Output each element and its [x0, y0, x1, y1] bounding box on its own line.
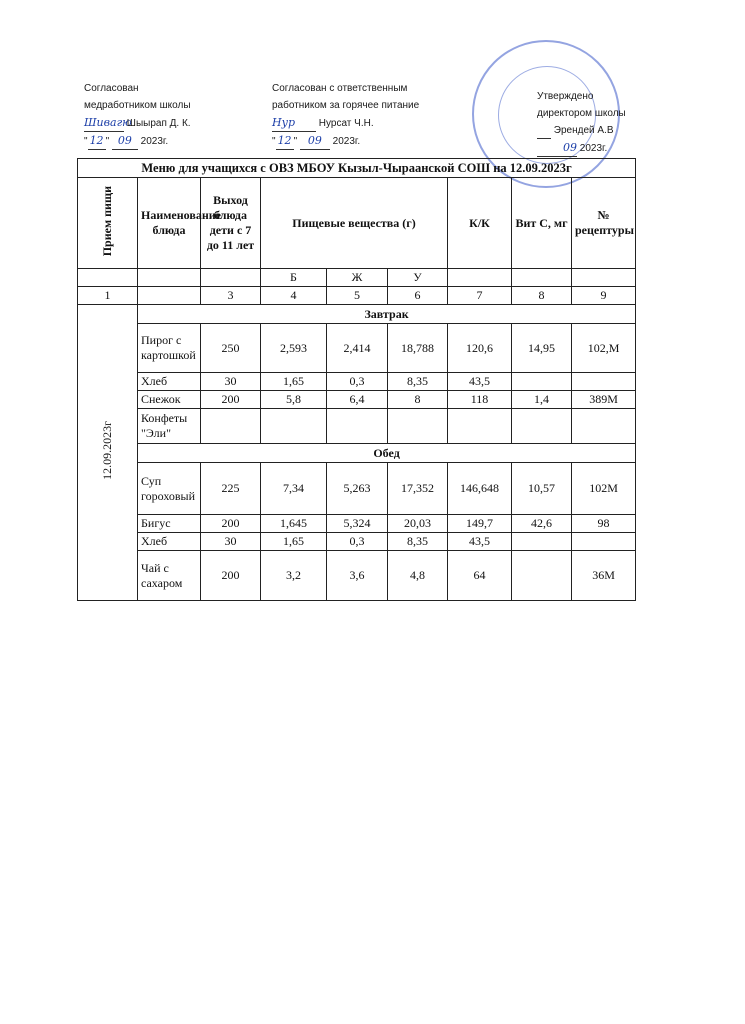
- dish-recipe: 102М: [572, 463, 636, 515]
- dish-kcal: 149,7: [448, 515, 512, 533]
- dish-vitc: 14,95: [512, 324, 572, 373]
- dish-name: Пирог с картошкой: [138, 324, 201, 373]
- dish-name: Бигус: [138, 515, 201, 533]
- column-number: 5: [327, 287, 388, 305]
- dish-output: 30: [201, 373, 261, 391]
- dish-protein: 7,34: [261, 463, 327, 515]
- dish-protein: 1,65: [261, 373, 327, 391]
- dish-recipe: 389М: [572, 391, 636, 409]
- dish-carbs: 4,8: [388, 551, 448, 601]
- approval-medical-signature-line: [84, 114, 191, 132]
- approval-director-date: [537, 139, 626, 157]
- approval-medical-line2: медработником школы: [84, 100, 191, 111]
- dish-recipe: 102,М: [572, 324, 636, 373]
- dish-name: Снежок: [138, 391, 201, 409]
- approval-director-name: Эрендей А.В: [553, 125, 614, 136]
- approval-medical: [84, 80, 191, 150]
- dish-fat: 0,3: [327, 373, 388, 391]
- column-number: 6: [388, 287, 448, 305]
- dish-output: 200: [201, 551, 261, 601]
- dish-protein: 1,645: [261, 515, 327, 533]
- header-dish: Наименование блюда: [138, 178, 201, 269]
- signature: Шивагю: [84, 114, 124, 132]
- subheader-carbs: У: [388, 269, 448, 287]
- dish-output: 225: [201, 463, 261, 515]
- dish-protein: 2,593: [261, 324, 327, 373]
- dish-fat: 5,263: [327, 463, 388, 515]
- dish-name: Чай с сахаром: [138, 551, 201, 601]
- dish-carbs: 8,35: [388, 533, 448, 551]
- empty-cell: [138, 287, 201, 305]
- dish-protein: 3,2: [261, 551, 327, 601]
- date-day: 12: [88, 132, 106, 150]
- dish-vitc: 42,6: [512, 515, 572, 533]
- dish-name: Хлеб: [138, 373, 201, 391]
- dish-output: 30: [201, 533, 261, 551]
- dish-kcal: 118: [448, 391, 512, 409]
- dish-kcal: 64: [448, 551, 512, 601]
- dish-fat: 0,3: [327, 533, 388, 551]
- empty-cell: [572, 269, 636, 287]
- column-number: 7: [448, 287, 512, 305]
- table-row: [78, 551, 636, 601]
- dish-vitc: [512, 373, 572, 391]
- date-day: 12: [276, 132, 294, 150]
- column-number: 8: [512, 287, 572, 305]
- table-row: [78, 515, 636, 533]
- dish-vitc: 1,4: [512, 391, 572, 409]
- dish-name: Конфеты "Эли": [138, 409, 201, 444]
- dish-fat: 6,4: [327, 391, 388, 409]
- dish-recipe: [572, 373, 636, 391]
- column-number: 4: [261, 287, 327, 305]
- empty-cell: [138, 269, 201, 287]
- dish-recipe: 98: [572, 515, 636, 533]
- header-recipe: № рецептуры: [572, 178, 636, 269]
- empty-cell: [512, 269, 572, 287]
- approval-medical-line1: Согласован: [84, 83, 139, 94]
- dish-vitc: [512, 551, 572, 601]
- dish-kcal: 120,6: [448, 324, 512, 373]
- header-meal: Прием пищи: [78, 178, 138, 269]
- dish-fat: 3,6: [327, 551, 388, 601]
- empty-cell: [201, 269, 261, 287]
- approval-director-line1: Утверждено: [537, 91, 594, 102]
- table-row: [78, 533, 636, 551]
- table-row: [78, 324, 636, 373]
- date-month: 09: [300, 132, 330, 150]
- dish-output: 200: [201, 391, 261, 409]
- dish-vitc: [512, 533, 572, 551]
- dish-kcal: 146,648: [448, 463, 512, 515]
- dish-output: [201, 409, 261, 444]
- dish-protein: 1,65: [261, 533, 327, 551]
- dish-protein: 5,8: [261, 391, 327, 409]
- approval-food: [272, 80, 419, 150]
- dish-protein: [261, 409, 327, 444]
- section-lunch: Обед: [138, 444, 636, 463]
- dish-carbs: [388, 409, 448, 444]
- column-number: 9: [572, 287, 636, 305]
- date-year: 2023г.: [579, 143, 608, 154]
- table-row: [78, 373, 636, 391]
- header-nutrients: Пищевые вещества (г): [261, 178, 448, 269]
- dish-carbs: 8,35: [388, 373, 448, 391]
- dish-vitc: [512, 409, 572, 444]
- approval-food-signature-line: [272, 114, 419, 132]
- dish-fat: 5,324: [327, 515, 388, 533]
- column-number: 3: [201, 287, 261, 305]
- approval-director: [537, 88, 626, 157]
- date-year: 2023г.: [332, 136, 361, 147]
- dish-fat: [327, 409, 388, 444]
- approval-food-name: Нурсат Ч.Н.: [318, 118, 374, 129]
- subheader-protein: Б: [261, 269, 327, 287]
- table-row: [78, 463, 636, 515]
- header-output: Выход блюда дети с 7 до 11 лет: [201, 178, 261, 269]
- meal-date: 12.09.2023г: [78, 305, 138, 601]
- date-month: 09: [112, 132, 138, 150]
- dish-name: Хлеб: [138, 533, 201, 551]
- date-month: 09: [537, 139, 577, 157]
- dish-output: 200: [201, 515, 261, 533]
- dish-kcal: [448, 409, 512, 444]
- column-number: 1: [78, 287, 138, 305]
- approval-director-signature-line: [537, 122, 626, 139]
- header-kcal: К/К: [448, 178, 512, 269]
- approval-food-line1: Согласован с ответственным: [272, 83, 408, 94]
- dish-kcal: 43,5: [448, 533, 512, 551]
- date-year: 2023г.: [140, 136, 169, 147]
- signature: Нур: [272, 114, 316, 132]
- dish-carbs: 17,352: [388, 463, 448, 515]
- dish-vitc: 10,57: [512, 463, 572, 515]
- approval-director-line2: директором школы: [537, 108, 626, 119]
- empty-cell: [78, 269, 138, 287]
- menu-title: Меню для учащихся с ОВЗ МБОУ Кызыл-Чыраанской СОШ на 12.09.2023г: [78, 159, 636, 178]
- approval-medical-name: Шыырап Д. К.: [126, 118, 191, 129]
- table-row: [78, 391, 636, 409]
- subheader-fat: Ж: [327, 269, 388, 287]
- dish-carbs: 20,03: [388, 515, 448, 533]
- empty-cell: [448, 269, 512, 287]
- dish-carbs: 18,788: [388, 324, 448, 373]
- dish-name: Суп гороховый: [138, 463, 201, 515]
- table-row: [78, 409, 636, 444]
- approval-food-line2: работником за горячее питание: [272, 100, 420, 111]
- dish-recipe: 36М: [572, 551, 636, 601]
- dish-carbs: 8: [388, 391, 448, 409]
- dish-recipe: [572, 409, 636, 444]
- dish-recipe: [572, 533, 636, 551]
- header-vitc: Вит С, мг: [512, 178, 572, 269]
- menu-table: [77, 158, 636, 601]
- section-breakfast: Завтрак: [138, 305, 636, 324]
- dish-kcal: 43,5: [448, 373, 512, 391]
- approval-medical-date: " 12 " 09 2023г.: [84, 132, 191, 150]
- dish-fat: 2,414: [327, 324, 388, 373]
- approval-food-date: " 12 " 09 2023г.: [272, 132, 419, 150]
- dish-output: 250: [201, 324, 261, 373]
